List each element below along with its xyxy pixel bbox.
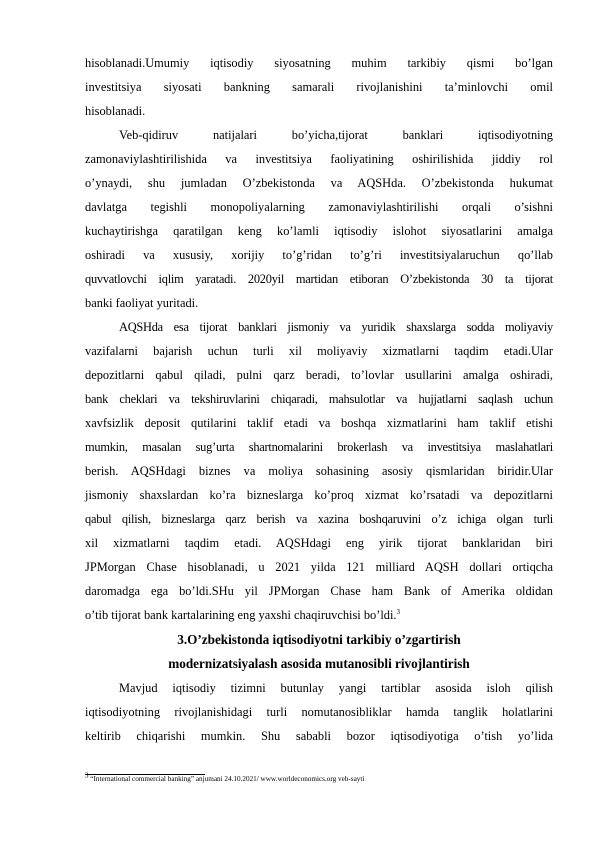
paragraph-2-line-4: davlatga tegishli monopoliyalarning zamonaviylashtirilishi orqali o’sishni [85,200,553,214]
paragraph-2-line-3: o’ynaydi, shu jumladan O’zbekistonda va AQSHda. O’zbekistonda hukumat [85,176,553,190]
paragraph-3-line-12: daromadga ega bo’ldi.SHu yil JPMorgan Chase ham Bank of Amerika oldidan [85,584,553,598]
paragraph-3-line-9: qabul qilish, bizneslarga qarz berish va xazina boshqaruvini o’z ichiga olgan turli [85,512,553,526]
paragraph-4-line-1: Mavjud iqtisodiy tizimni butunlay yangi tartiblar asosida isloh qilish [119,681,553,695]
paragraph-4-line-2: iqtisodiyotning rivojlanishidagi turli nomutanosibliklar hamda tanglik holatlarini [85,705,553,719]
section-heading-line-2: modernizatsiyalash asosida mutanosibli rivojlantirish [168,656,470,671]
paragraph-3-line-1: AQSHda esa tijorat banklari jismoniy va yuridik shaxslarga sodda moliyaviy [119,320,553,334]
paragraph-2-line-1: Veb-qidiruv natijalari bo’yicha,tijorat banklari iqtisodiyotning [119,128,553,142]
paragraph-3-line-13-text: o’tib tijorat bank kartalarining eng yaxshi chaqiruvchisi bo’ldi. [85,608,397,622]
paragraph-3-line-13 [85,608,553,622]
section-heading-line-1: 3.O’zbekistonda iqtisodiyotni tarkibiy o’zgartirish [177,632,461,647]
paragraph-3-line-11: JPMorgan Chase hisoblanadi, u 2021 yilda 121 milliard AQSH dollari ortiqcha [85,560,553,574]
paragraph-3-line-5: xavfsizlik deposit qutilarini taklif etadi va boshqa xizmatlarini ham taklif etishi [85,416,553,430]
paragraph-2-line-7: quvvatlovchi iqlim yaratadi. 2020yil martidan etiboran O’zbekistonda 30 ta tijorat [85,272,553,286]
paragraph-1-line-1: hisoblanadi.Umumiy iqtisodiy siyosatning muhim tarkibiy qismi bo’lgan [85,56,553,70]
footnote-text: “International commercial banking” anjumani 24.10.2021/ www.worldeconomics.org veb-sayti [88,775,365,783]
footnote-reference: 3 [396,607,401,616]
footnote [85,771,365,784]
paragraph-3-line-8: jismoniy shaxslardan ko’ra bizneslarga ko’proq xizmat ko’rsatadi va depozitlarni [85,488,553,502]
paragraph-2-line-2: zamonaviylashtirilishida va investitsiya faoliyatining oshirilishida jiddiy rol [85,152,553,166]
paragraph-1-line-2: investitsiya siyosati bankning samarali rivojlanishini ta’minlovchi omil [85,80,553,94]
footnote-marker: 3 [85,771,89,780]
paragraph-3-line-6: mumkin, masalan sug’urta shartnomalarini brokerlash va investitsiya maslahatlari [85,440,553,454]
paragraph-1-line-3: hisoblanadi. [85,104,146,118]
paragraph-2-line-8: banki faoliyat yuritadi. [85,296,199,310]
paragraph-3-line-7: berish. AQSHdagi biznes va moliya sohasining asosiy qismlaridan biridir.Ular [85,464,553,478]
paragraph-3-line-2: vazifalarni bajarish uchun turli xil moliyaviy xizmatlarni taqdim etadi.Ular [85,344,553,358]
paragraph-3-line-4: bank cheklari va tekshiruvlarini chiqaradi, mahsulotlar va hujjatlarni saqlash uchun [85,392,553,406]
paragraph-4-line-3: keltirib chiqarishi mumkin. Shu sababli bozor iqtisodiyotiga o’tish yo’lida [85,729,553,743]
paragraph-2-line-6: oshiradi va xususiy, xorijiy to’g’ridan to’g’ri investitsiyalaruchun qo’llab [85,248,553,262]
paragraph-3-line-10: xil xizmatlarni taqdim etadi. AQSHdagi eng yirik tijorat banklaridan biri [85,536,553,550]
paragraph-2-line-5: kuchaytirishga qaratilgan keng ko’lamli iqtisodiy islohot siyosatlarini amalga [85,224,553,238]
paragraph-3-line-3: depozitlarni qabul qiladi, pulni qarz beradi, to’lovlar usullarini amalga oshiradi, [85,368,553,382]
